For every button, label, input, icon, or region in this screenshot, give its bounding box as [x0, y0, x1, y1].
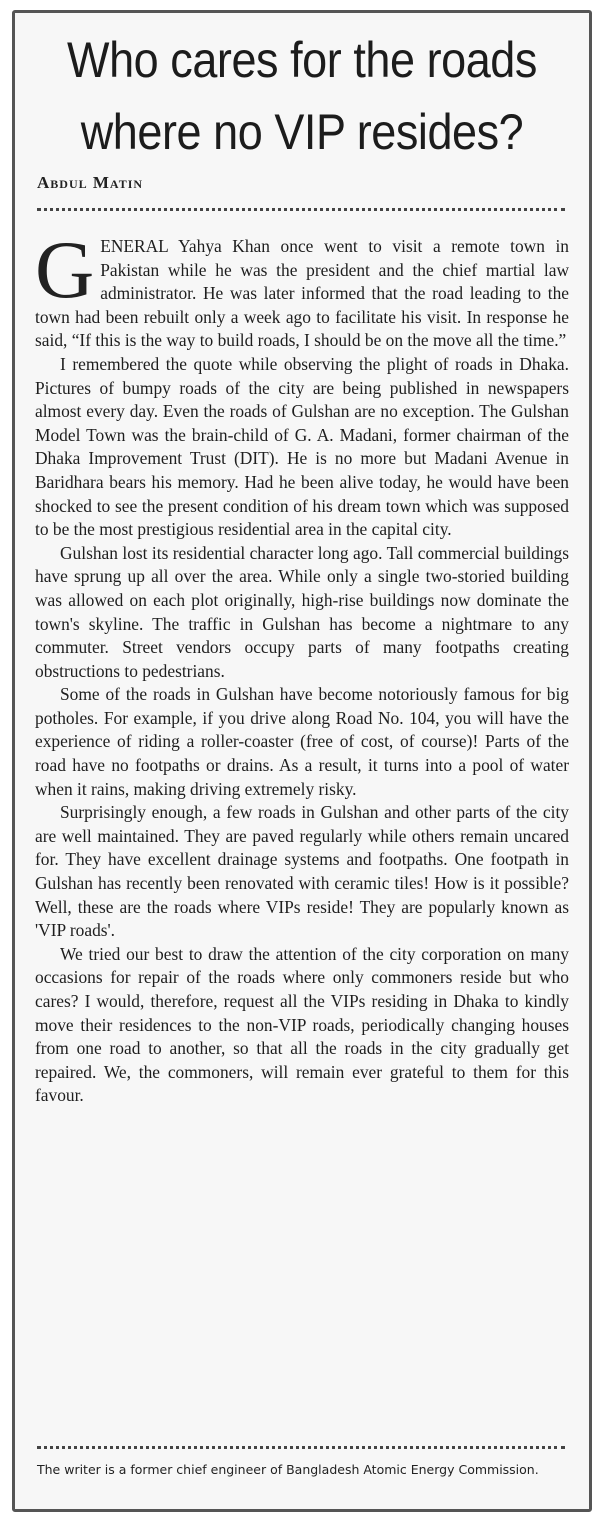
divider-bottom — [37, 1446, 565, 1449]
paragraph-6: We tried our best to draw the attention of the city corporation on many occasions for repair of the roads where only commoners reside but who cares? I would, therefore, request all the VIPs residing in Dhaka to kindly move their residences to the non-VIP roads, periodically changing houses from one road to another, so that all the roads in the city gradually get repaired. We, the commoners, will remain ever grateful to them for this favour. — [35, 943, 569, 1106]
drop-cap: G — [35, 224, 95, 315]
article-frame — [12, 10, 592, 1512]
headline-line-2: where no VIP resides? — [80, 104, 524, 160]
paragraph-1-text: ENERAL Yahya Khan once went to visit a remote town in Pakistan while he was the president and the chief martial law administrator. He was later informed that the road leading to the town had been rebuilt only a week ago to facilitate his visit. In response he said, “If this is the way to build roads, I should be on the move all the time.” — [35, 236, 569, 351]
divider-top — [37, 208, 565, 211]
paragraph-4: Some of the roads in Gulshan have become notoriously famous for big potholes. For example, if you drive along Road No. 104, you will have the experience of riding a roller-coaster (free of cost, of course)! Parts of the road have no footpaths or drains. As a result, it turns into a pool of water when it rains, making driving extremely risky. — [35, 684, 569, 799]
paragraph-1 — [35, 224, 569, 353]
paragraph-5: Surprisingly enough, a few roads in Gulshan and other parts of the city are well maintained. They are paved regularly while others remain uncared for. They have excellent drainage systems and footpaths. One footpath in Gulshan has recently been renovated with ceramic tiles! How is it possible? Well, these are the roads where VIPs reside! They are popularly known as 'VIP roads'. — [35, 802, 569, 941]
paragraph-2: I remembered the quote while observing the plight of roads in Dhaka. Pictures of bumpy roads of the city are being published in newspapers almost every day. Even the roads of Gulshan are no exception. The Gulshan Model Town was the brain-child of G. A. Madani, former chairman of the Dhaka Improvement Trust (DIT). He is no more but Madani Avenue in Baridhara bears his memory. Had he been alive today, he would have been shocked to see the present condition of his dream town which was supposed to be the most prestigious residential area in the capital city. — [35, 353, 569, 540]
author-footnote: The writer is a former chief engineer of Bangladesh Atomic Energy Commission. — [37, 1462, 539, 1477]
paragraph-3: Gulshan lost its residential character long ago. Tall commercial buildings have sprung up all over the area. While only a single two-storied building was allowed on each plot originally, high-rise buildings now dominate the town's skyline. The traffic in Gulshan has become a nightmare to any commuter. Street vendors occupy parts of many footpaths creating obstructions to pedestrians. — [35, 542, 569, 681]
headline-line-1: Who cares for the roads — [67, 32, 537, 88]
byline: Abdul Matin — [37, 173, 144, 192]
article-body — [35, 224, 569, 1108]
